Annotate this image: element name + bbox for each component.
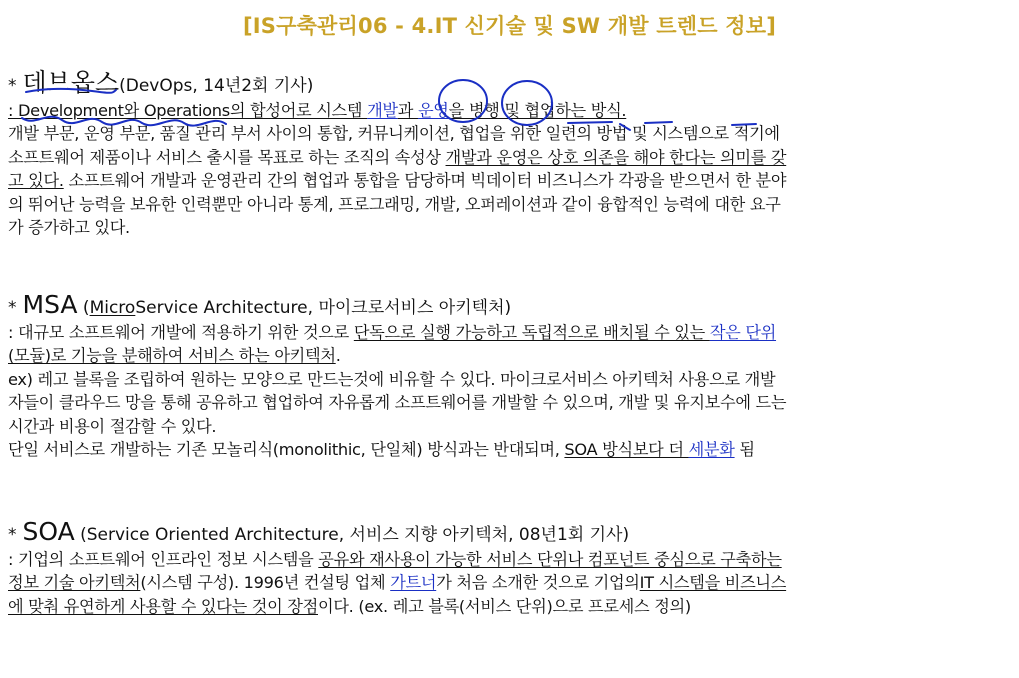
devops-line-4: 의 뛰어난 능력을 보유한 인력뿐만 아니라 통계, 프로그래밍, 개발, 오퍼레이션과 같이 융합적인 능력에 대한 요구 — [8, 194, 781, 214]
soa-body — [8, 548, 1013, 618]
bullet-star: * — [8, 76, 17, 96]
soa-header — [8, 519, 1013, 548]
msa-keyword-granular: 세분화 — [688, 440, 735, 460]
devops-line-1: 개발 부문, 운영 부문, 품질 관리 부서 사이의 통합, 커뮤니케이션, 협업을 위한 일련의 방법 및 시스템으로 적기에 — [8, 124, 780, 144]
msa-section — [8, 292, 1013, 461]
msa-example-4: 단일 서비스로 개발하는 기존 모놀리식(monolithic, 단일체) 방식과는 반대되며, SOA 방식보다 더 세분화 됨 — [8, 440, 755, 460]
msa-keyword-small-unit: 작은 단위 — [709, 323, 777, 342]
devops-keyword-dev: 개발 — [367, 101, 398, 120]
bullet-star: * — [8, 525, 17, 545]
page-title: [IS구축관리06 - 4.IT 신기술 및 SW 개발 트렌드 정보] — [242, 14, 777, 38]
soa-definition-3: 에 맞춰 유연하게 사용할 수 있다는 것이 장점이다. (ex. 레고 블록(서비스 단위)으로 프로세스 정의) — [8, 596, 691, 616]
msa-body — [8, 321, 1013, 461]
devops-keyword-ops: 운영 — [417, 101, 449, 120]
msa-definition-2: (모듈)로 기능을 분해하여 서비스 하는 아키텍처. — [8, 346, 341, 366]
soa-keyword-gartner: 가트너 — [390, 573, 437, 593]
devops-subtitle: (DevOps, 14년2회 기사) — [119, 76, 314, 96]
msa-name: MSA — [22, 290, 78, 319]
soa-name: SOA — [22, 517, 75, 546]
msa-definition-1: : 대규모 소프트웨어 개발에 적용하기 위한 것으로 단독으로 실행 가능하고 독립적으로 배치될 수 있는 작은 단위 — [8, 323, 777, 342]
soa-section — [8, 519, 1013, 618]
soa-definition-2: 정보 기술 아키텍처(시스템 구성). 1996년 컨설팅 업체 가트너가 처음 소개한 것으로 기업의IT 시스템을 비즈니스 — [8, 573, 787, 593]
msa-example-1: ex) 레고 블록을 조립하여 원하는 모양으로 만드는것에 비유할 수 있다. 마이크로서비스 아키텍처 사용으로 개발 — [8, 369, 776, 389]
msa-header: * MSA (MicroService Architecture, 마이크로서비스 아키텍처) — [8, 290, 512, 319]
devops-name: 데브옵스 — [22, 68, 120, 97]
devops-header — [8, 70, 1013, 99]
devops-body — [8, 99, 1013, 239]
devops-line-5: 가 증가하고 있다. — [8, 218, 130, 238]
devops-section — [8, 70, 1013, 239]
devops-line-2: 소프트웨어 제품이나 서비스 출시를 목표로 하는 조직의 속성상 개발과 운영은 상호 의존을 해야 한다는 의미를 갖 — [8, 147, 787, 167]
bullet-star: * — [8, 298, 17, 318]
soa-subtitle: (Service Oriented Architecture, 서비스 지향 아키텍처, 08년1회 기사) — [74, 525, 630, 545]
devops-line-3: 고 있다. 소프트웨어 개발과 운영관리 간의 협업과 통합을 담당하며 빅데이터 비즈니스가 각광을 받으면서 한 분야 — [8, 171, 787, 191]
msa-example-2: 자들이 클라우드 망을 통해 공유하고 협업하여 자유롭게 소프트웨어를 개발할 수 있으며, 개발 및 유지보수에 드는 — [8, 393, 787, 413]
soa-definition-1: : 기업의 소프트웨어 인프라인 정보 시스템을 공유와 재사용이 가능한 서비스 단위나 컴포넌트 중심으로 구축하는 — [8, 550, 782, 569]
devops-definition: : Development와 Operations의 합성어로 시스템 개발과 운영을 병행 및 협업하는 방식. — [8, 101, 627, 120]
msa-example-3: 시간과 비용이 절감할 수 있다. — [8, 416, 217, 436]
